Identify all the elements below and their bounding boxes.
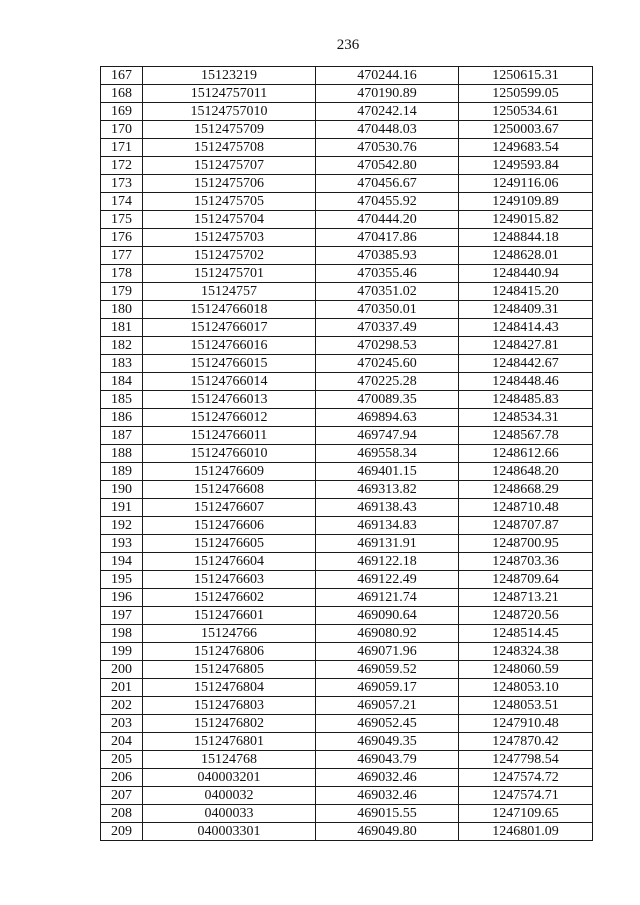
table-row (101, 157, 593, 175)
y-coordinate-cell: 1248414.43 (459, 319, 593, 337)
y-coordinate-cell: 1248442.67 (459, 355, 593, 373)
table-row (101, 427, 593, 445)
row-number-cell: 207 (101, 787, 143, 805)
table-row (101, 409, 593, 427)
page-number: 236 (336, 37, 360, 53)
point-id-cell: 15124766015 (143, 355, 316, 373)
point-id-cell: 15124766014 (143, 373, 316, 391)
y-coordinate-cell: 1250599.05 (459, 85, 593, 103)
x-coordinate-cell: 469138.43 (316, 499, 459, 517)
table-row (101, 463, 593, 481)
point-id-cell: 040003201 (143, 769, 316, 787)
point-id-cell: 15124766016 (143, 337, 316, 355)
x-coordinate-cell: 470385.93 (316, 247, 459, 265)
coordinates-table-body (101, 67, 593, 841)
x-coordinate-cell: 469894.63 (316, 409, 459, 427)
x-coordinate-cell: 470542.80 (316, 157, 459, 175)
row-number-cell: 178 (101, 265, 143, 283)
table-row (101, 679, 593, 697)
table-row (101, 481, 593, 499)
row-number-cell: 182 (101, 337, 143, 355)
x-coordinate-cell: 469090.64 (316, 607, 459, 625)
y-coordinate-cell: 1249116.06 (459, 175, 593, 193)
point-id-cell: 1512475707 (143, 157, 316, 175)
point-id-cell: 1512476604 (143, 553, 316, 571)
y-coordinate-cell: 1248534.31 (459, 409, 593, 427)
x-coordinate-cell: 469121.74 (316, 589, 459, 607)
table-row (101, 175, 593, 193)
y-coordinate-cell: 1248713.21 (459, 589, 593, 607)
y-coordinate-cell: 1248485.83 (459, 391, 593, 409)
y-coordinate-cell: 1247870.42 (459, 733, 593, 751)
table-row (101, 139, 593, 157)
table-row (101, 607, 593, 625)
y-coordinate-cell: 1248612.66 (459, 445, 593, 463)
table-row (101, 355, 593, 373)
y-coordinate-cell: 1248440.94 (459, 265, 593, 283)
table-row (101, 301, 593, 319)
x-coordinate-cell: 470530.76 (316, 139, 459, 157)
table-row (101, 589, 593, 607)
row-number-cell: 170 (101, 121, 143, 139)
row-number-cell: 179 (101, 283, 143, 301)
y-coordinate-cell: 1248409.31 (459, 301, 593, 319)
coordinates-table (100, 66, 593, 841)
row-number-cell: 190 (101, 481, 143, 499)
table-row (101, 391, 593, 409)
x-coordinate-cell: 470190.89 (316, 85, 459, 103)
point-id-cell: 1512476805 (143, 661, 316, 679)
point-id-cell: 15124757010 (143, 103, 316, 121)
y-coordinate-cell: 1248060.59 (459, 661, 593, 679)
row-number-cell: 188 (101, 445, 143, 463)
x-coordinate-cell: 470351.02 (316, 283, 459, 301)
row-number-cell: 183 (101, 355, 143, 373)
row-number-cell: 187 (101, 427, 143, 445)
table-row (101, 85, 593, 103)
y-coordinate-cell: 1248720.56 (459, 607, 593, 625)
table-row (101, 733, 593, 751)
x-coordinate-cell: 469131.91 (316, 535, 459, 553)
y-coordinate-cell: 1248700.95 (459, 535, 593, 553)
point-id-cell: 1512476606 (143, 517, 316, 535)
point-id-cell: 1512476806 (143, 643, 316, 661)
y-coordinate-cell: 1246801.09 (459, 823, 593, 841)
table-row (101, 715, 593, 733)
point-id-cell: 0400032 (143, 787, 316, 805)
x-coordinate-cell: 470244.16 (316, 67, 459, 85)
row-number-cell: 198 (101, 625, 143, 643)
point-id-cell: 1512475704 (143, 211, 316, 229)
row-number-cell: 168 (101, 85, 143, 103)
point-id-cell: 15124766013 (143, 391, 316, 409)
row-number-cell: 184 (101, 373, 143, 391)
y-coordinate-cell: 1248668.29 (459, 481, 593, 499)
row-number-cell: 169 (101, 103, 143, 121)
table-row (101, 517, 593, 535)
point-id-cell: 15124766018 (143, 301, 316, 319)
row-number-cell: 177 (101, 247, 143, 265)
y-coordinate-cell: 1248648.20 (459, 463, 593, 481)
point-id-cell: 1512476801 (143, 733, 316, 751)
x-coordinate-cell: 469059.17 (316, 679, 459, 697)
point-id-cell: 1512476605 (143, 535, 316, 553)
row-number-cell: 206 (101, 769, 143, 787)
y-coordinate-cell: 1247574.71 (459, 787, 593, 805)
x-coordinate-cell: 469747.94 (316, 427, 459, 445)
y-coordinate-cell: 1250003.67 (459, 121, 593, 139)
table-row (101, 625, 593, 643)
x-coordinate-cell: 469071.96 (316, 643, 459, 661)
y-coordinate-cell: 1248707.87 (459, 517, 593, 535)
row-number-cell: 175 (101, 211, 143, 229)
row-number-cell: 202 (101, 697, 143, 715)
x-coordinate-cell: 470089.35 (316, 391, 459, 409)
point-id-cell: 1512476601 (143, 607, 316, 625)
table-row (101, 247, 593, 265)
y-coordinate-cell: 1248703.36 (459, 553, 593, 571)
x-coordinate-cell: 469558.34 (316, 445, 459, 463)
row-number-cell: 191 (101, 499, 143, 517)
table-row (101, 751, 593, 769)
row-number-cell: 189 (101, 463, 143, 481)
row-number-cell: 186 (101, 409, 143, 427)
table-row (101, 643, 593, 661)
point-id-cell: 15124757 (143, 283, 316, 301)
y-coordinate-cell: 1248448.46 (459, 373, 593, 391)
row-number-cell: 196 (101, 589, 143, 607)
table-row (101, 337, 593, 355)
y-coordinate-cell: 1247798.54 (459, 751, 593, 769)
point-id-cell: 1512476608 (143, 481, 316, 499)
table-row (101, 67, 593, 85)
x-coordinate-cell: 469032.46 (316, 787, 459, 805)
y-coordinate-cell: 1247574.72 (459, 769, 593, 787)
y-coordinate-cell: 1249109.89 (459, 193, 593, 211)
row-number-cell: 180 (101, 301, 143, 319)
x-coordinate-cell: 469049.80 (316, 823, 459, 841)
y-coordinate-cell: 1249683.54 (459, 139, 593, 157)
point-id-cell: 1512475702 (143, 247, 316, 265)
row-number-cell: 174 (101, 193, 143, 211)
point-id-cell: 15124766010 (143, 445, 316, 463)
table-row (101, 805, 593, 823)
point-id-cell: 1512476804 (143, 679, 316, 697)
row-number-cell: 209 (101, 823, 143, 841)
y-coordinate-cell: 1248427.81 (459, 337, 593, 355)
x-coordinate-cell: 470350.01 (316, 301, 459, 319)
row-number-cell: 208 (101, 805, 143, 823)
y-coordinate-cell: 1249015.82 (459, 211, 593, 229)
point-id-cell: 1512476803 (143, 697, 316, 715)
y-coordinate-cell: 1248709.64 (459, 571, 593, 589)
point-id-cell: 15124768 (143, 751, 316, 769)
row-number-cell: 185 (101, 391, 143, 409)
x-coordinate-cell: 470444.20 (316, 211, 459, 229)
point-id-cell: 1512476607 (143, 499, 316, 517)
row-number-cell: 194 (101, 553, 143, 571)
row-number-cell: 203 (101, 715, 143, 733)
point-id-cell: 15124766012 (143, 409, 316, 427)
point-id-cell: 1512475701 (143, 265, 316, 283)
x-coordinate-cell: 470225.28 (316, 373, 459, 391)
row-number-cell: 195 (101, 571, 143, 589)
table-row (101, 193, 593, 211)
table-row (101, 697, 593, 715)
x-coordinate-cell: 469052.45 (316, 715, 459, 733)
table-row (101, 661, 593, 679)
point-id-cell: 1512476603 (143, 571, 316, 589)
row-number-cell: 193 (101, 535, 143, 553)
x-coordinate-cell: 469122.18 (316, 553, 459, 571)
row-number-cell: 173 (101, 175, 143, 193)
x-coordinate-cell: 469049.35 (316, 733, 459, 751)
table-row (101, 265, 593, 283)
y-coordinate-cell: 1249593.84 (459, 157, 593, 175)
x-coordinate-cell: 469080.92 (316, 625, 459, 643)
y-coordinate-cell: 1248567.78 (459, 427, 593, 445)
point-id-cell: 15124757011 (143, 85, 316, 103)
table-row (101, 823, 593, 841)
point-id-cell: 15124766 (143, 625, 316, 643)
point-id-cell: 15124766017 (143, 319, 316, 337)
x-coordinate-cell: 469043.79 (316, 751, 459, 769)
row-number-cell: 167 (101, 67, 143, 85)
table-row (101, 445, 593, 463)
y-coordinate-cell: 1248324.38 (459, 643, 593, 661)
table-row (101, 121, 593, 139)
point-id-cell: 1512475706 (143, 175, 316, 193)
table-row (101, 211, 593, 229)
y-coordinate-cell: 1247109.65 (459, 805, 593, 823)
point-id-cell: 0400033 (143, 805, 316, 823)
x-coordinate-cell: 470355.46 (316, 265, 459, 283)
table-row (101, 319, 593, 337)
row-number-cell: 199 (101, 643, 143, 661)
y-coordinate-cell: 1248514.45 (459, 625, 593, 643)
table-row (101, 229, 593, 247)
y-coordinate-cell: 1248415.20 (459, 283, 593, 301)
row-number-cell: 201 (101, 679, 143, 697)
x-coordinate-cell: 470455.92 (316, 193, 459, 211)
x-coordinate-cell: 470417.86 (316, 229, 459, 247)
point-id-cell: 1512476609 (143, 463, 316, 481)
table-row (101, 535, 593, 553)
row-number-cell: 205 (101, 751, 143, 769)
y-coordinate-cell: 1250534.61 (459, 103, 593, 121)
x-coordinate-cell: 469401.15 (316, 463, 459, 481)
x-coordinate-cell: 469057.21 (316, 697, 459, 715)
point-id-cell: 15124766011 (143, 427, 316, 445)
y-coordinate-cell: 1247910.48 (459, 715, 593, 733)
row-number-cell: 176 (101, 229, 143, 247)
row-number-cell: 172 (101, 157, 143, 175)
x-coordinate-cell: 469032.46 (316, 769, 459, 787)
point-id-cell: 1512475705 (143, 193, 316, 211)
x-coordinate-cell: 469134.83 (316, 517, 459, 535)
y-coordinate-cell: 1248053.10 (459, 679, 593, 697)
y-coordinate-cell: 1248844.18 (459, 229, 593, 247)
row-number-cell: 181 (101, 319, 143, 337)
y-coordinate-cell: 1248628.01 (459, 247, 593, 265)
point-id-cell: 1512476602 (143, 589, 316, 607)
x-coordinate-cell: 469313.82 (316, 481, 459, 499)
x-coordinate-cell: 470298.53 (316, 337, 459, 355)
row-number-cell: 171 (101, 139, 143, 157)
point-id-cell: 15123219 (143, 67, 316, 85)
row-number-cell: 204 (101, 733, 143, 751)
x-coordinate-cell: 469122.49 (316, 571, 459, 589)
table-row (101, 787, 593, 805)
point-id-cell: 1512476802 (143, 715, 316, 733)
y-coordinate-cell: 1248710.48 (459, 499, 593, 517)
table-row (101, 103, 593, 121)
row-number-cell: 200 (101, 661, 143, 679)
x-coordinate-cell: 470337.49 (316, 319, 459, 337)
y-coordinate-cell: 1248053.51 (459, 697, 593, 715)
table-row (101, 553, 593, 571)
point-id-cell: 1512475703 (143, 229, 316, 247)
x-coordinate-cell: 470448.03 (316, 121, 459, 139)
x-coordinate-cell: 469059.52 (316, 661, 459, 679)
table-row (101, 283, 593, 301)
table-row (101, 571, 593, 589)
table-row (101, 373, 593, 391)
table-row (101, 769, 593, 787)
y-coordinate-cell: 1250615.31 (459, 67, 593, 85)
point-id-cell: 1512475709 (143, 121, 316, 139)
row-number-cell: 197 (101, 607, 143, 625)
row-number-cell: 192 (101, 517, 143, 535)
table-row (101, 499, 593, 517)
point-id-cell: 040003301 (143, 823, 316, 841)
x-coordinate-cell: 470245.60 (316, 355, 459, 373)
x-coordinate-cell: 470242.14 (316, 103, 459, 121)
x-coordinate-cell: 469015.55 (316, 805, 459, 823)
x-coordinate-cell: 470456.67 (316, 175, 459, 193)
point-id-cell: 1512475708 (143, 139, 316, 157)
